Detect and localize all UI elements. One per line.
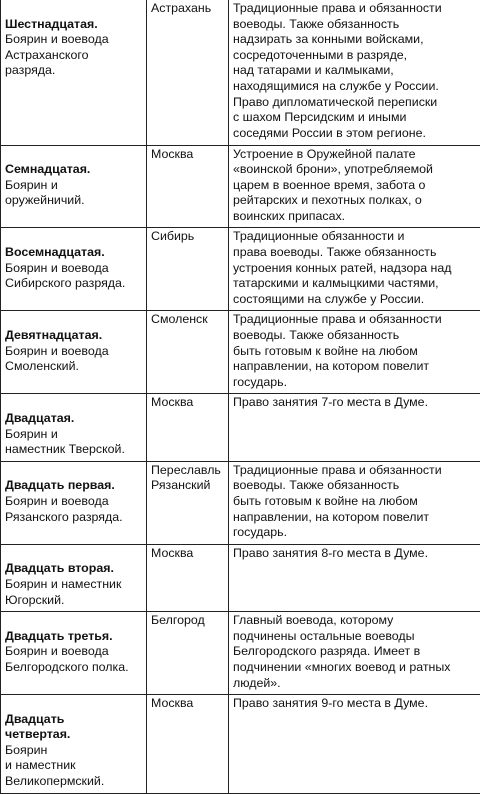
duties-cell: Право занятия 9-го места в Думе. — [229, 695, 480, 794]
rank-cell — [1, 612, 147, 695]
rank-cell — [1, 0, 147, 145]
rank-title: Двадцать четвертая. — [5, 712, 70, 742]
rank-official: Боярин и воевода Сибирского разряда. — [5, 261, 125, 291]
city-cell: Москва — [147, 695, 229, 794]
city-cell: Переславль Рязанский — [147, 461, 229, 544]
city-cell: Москва — [147, 544, 229, 611]
rank-title: Восемнадцатая. — [5, 245, 105, 259]
rank-cell — [1, 228, 147, 311]
rank-official: Боярин и наместник Тверской. — [5, 427, 125, 457]
city-cell: Сибирь — [147, 228, 229, 311]
duties-cell: Традиционные права и обязанности воеводы. Также обязанность быть готовым к войне на любом направлении, на котором повелит государь. — [229, 461, 480, 544]
table-row — [1, 695, 480, 794]
table-row — [1, 228, 480, 311]
rank-cell — [1, 695, 147, 794]
rank-cell — [1, 544, 147, 611]
rank-title: Двадцать третья. — [5, 629, 113, 643]
rank-official: Боярин и воевода Смоленский. — [5, 344, 109, 374]
table-row — [1, 0, 480, 145]
table-row — [1, 311, 480, 394]
city-cell: Белгород — [147, 612, 229, 695]
rank-cell — [1, 394, 147, 461]
rank-title: Девятнадцатая. — [5, 328, 102, 342]
table-row — [1, 394, 480, 461]
duties-cell: Традиционные права и обязанности воеводы. Также обязанность быть готовым к войне на любом направлении, на котором повелит государь. — [229, 311, 480, 394]
duties-cell: Традиционные обязанности и права воеводы. Также обязанность устроения конных ратей, надзора над татарскими и калмыцкими частями, состоящими на службе у России. — [229, 228, 480, 311]
table-row — [1, 461, 480, 544]
table-row — [1, 544, 480, 611]
duties-cell: Право занятия 8-го места в Думе. — [229, 544, 480, 611]
duties-cell: Главный воевода, которому подчинены остальные воеводы Белгородского разряда. Имеет в подчинении «многих воевод и ратных людей». — [229, 612, 480, 695]
city-cell: Астрахань — [147, 0, 229, 145]
rank-official: Боярин и наместник Югорский. — [5, 577, 121, 607]
rank-official: Боярин и воевода Рязанского разряда. — [5, 494, 123, 524]
rank-cell — [1, 311, 147, 394]
duties-cell: Право занятия 7-го места в Думе. — [229, 394, 480, 461]
rank-official: Боярин и наместник Великопермский. — [5, 743, 104, 788]
city-cell: Москва — [147, 145, 229, 228]
rank-title: Двадцатая. — [5, 411, 74, 425]
rank-cell — [1, 461, 147, 544]
duties-cell: Традиционные права и обязанности воеводы. Также обязанность надзирать за конными войсками, сосредоточенными в разряде, над татарами и калмыками, находящимися на службе у России. Право дипломатической переписки с шахом Персидским и иными соседями России в этом регионе. — [229, 0, 480, 145]
rank-title: Двадцать первая. — [5, 478, 115, 492]
city-cell: Смоленск — [147, 311, 229, 394]
rank-title: Семнадцатая. — [5, 162, 90, 176]
rank-title: Двадцать вторая. — [5, 561, 114, 575]
rank-official: Боярин и оружейничий. — [5, 178, 85, 208]
rank-official: Боярин и воевода Астраханского разряда. — [5, 32, 109, 77]
city-cell: Москва — [147, 394, 229, 461]
rank-cell — [1, 145, 147, 228]
table-row — [1, 612, 480, 695]
rank-official: Боярин и воевода Белгородского полка. — [5, 644, 129, 674]
table-row — [1, 145, 480, 228]
rank-title: Шестнадцатая. — [5, 17, 98, 31]
duties-cell: Устроение в Оружейной палате «воинской брони», употребляемой царем в военное время, забота о рейтарских и пехотных полках, о воинских припасах. — [229, 145, 480, 228]
